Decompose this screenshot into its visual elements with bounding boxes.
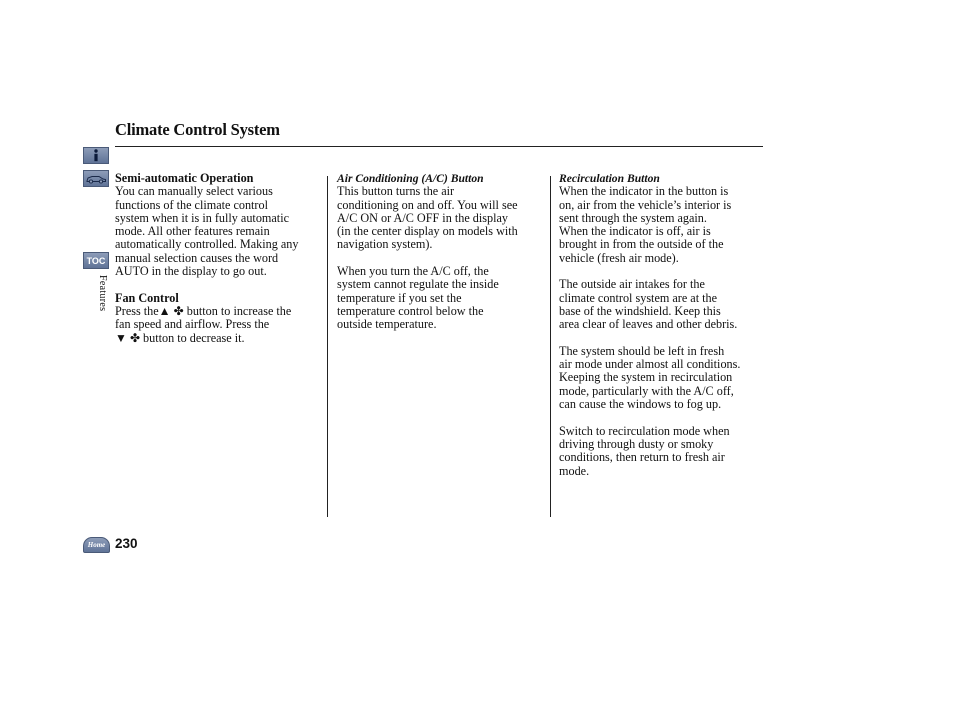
title-divider (115, 146, 763, 147)
page-title: Climate Control System (115, 120, 280, 139)
section-heading: Air Conditioning (A/C) Button (337, 172, 484, 185)
body-line: climate control system are at the (559, 290, 718, 305)
body-line: system cannot regulate the inside (337, 277, 499, 292)
info-icon[interactable] (83, 147, 109, 164)
column-divider (550, 176, 551, 517)
body-line: fan speed and airflow. Press the (115, 317, 270, 332)
body-line: temperature control below the (337, 303, 484, 318)
body-line: vehicle (fresh air mode). (559, 250, 679, 265)
text-fragment: button to decrease it. (140, 330, 245, 345)
body-line: can cause the windows to fog up. (559, 397, 722, 412)
body-line: area clear of leaves and other debris. (559, 317, 738, 332)
body-line: The outside air intakes for the (559, 277, 705, 292)
page-number: 230 (115, 536, 138, 551)
column-semi-automatic (115, 172, 320, 345)
text-fragment: button to increase the (183, 303, 292, 318)
body-line: This button turns the air (337, 184, 455, 199)
body-line: base of the windshield. Keep this (559, 303, 721, 318)
column-recirculation (559, 172, 764, 478)
body-line: The system should be left in fresh (559, 343, 725, 358)
toc-label: TOC (86, 255, 106, 266)
body-line: conditions, then return to fresh air (559, 450, 725, 465)
fan-icon: ✤ (129, 330, 140, 345)
body-line: AUTO in the display to go out. (115, 264, 267, 279)
body-line: navigation system). (337, 237, 433, 252)
body-line: Switch to recirculation mode when (559, 423, 730, 438)
body-line (115, 332, 320, 345)
section-heading: Fan Control (115, 290, 179, 305)
body-line: When the indicator is off, air is (559, 224, 711, 239)
home-label: Home (87, 541, 106, 549)
text-fragment: Press the (115, 303, 159, 318)
body-line: mode, particularly with the A/C off, (559, 383, 734, 398)
body-line: functions of the climate control (115, 197, 268, 212)
section-heading: Recirculation Button (559, 172, 660, 185)
body-line: manual selection causes the word (115, 250, 279, 265)
toc-button[interactable] (83, 252, 109, 269)
body-line: mode. (559, 463, 590, 478)
column-air-conditioning (337, 172, 545, 332)
down-arrow-icon: ▼ (115, 330, 127, 345)
body-line: When you turn the A/C off, the (337, 264, 489, 279)
home-button[interactable] (83, 537, 110, 553)
section-label: Features (97, 275, 108, 312)
column-divider (327, 176, 328, 517)
body-line: outside temperature. (337, 317, 437, 332)
body-line: driving through dusty or smoky (559, 436, 714, 451)
body-line: on, air from the vehicle’s interior is (559, 197, 732, 212)
body-line: temperature if you set the (337, 290, 462, 305)
body-line: sent through the system again. (559, 210, 707, 225)
fan-icon: ✤ (173, 303, 184, 318)
car-icon[interactable] (83, 170, 109, 187)
body-line: Keeping the system in recirculation (559, 370, 733, 385)
body-line: A/C ON or A/C OFF in the display (337, 210, 508, 225)
section-heading: Semi-automatic Operation (115, 171, 254, 185)
body-line: conditioning on and off. You will see (337, 197, 518, 212)
body-line: automatically controlled. Making any (115, 237, 299, 252)
body-line: system when it is in fully automatic (115, 210, 289, 225)
body-line: When the indicator in the button is (559, 184, 729, 199)
body-line: air mode under almost all conditions. (559, 357, 741, 372)
body-line (115, 305, 320, 318)
body-line: You can manually select various (115, 184, 273, 199)
body-line: (in the center display on models with (337, 224, 518, 239)
body-line: mode. All other features remain (115, 224, 270, 239)
body-line: brought in from the outside of the (559, 237, 724, 252)
up-arrow-icon: ▲ (158, 303, 171, 318)
